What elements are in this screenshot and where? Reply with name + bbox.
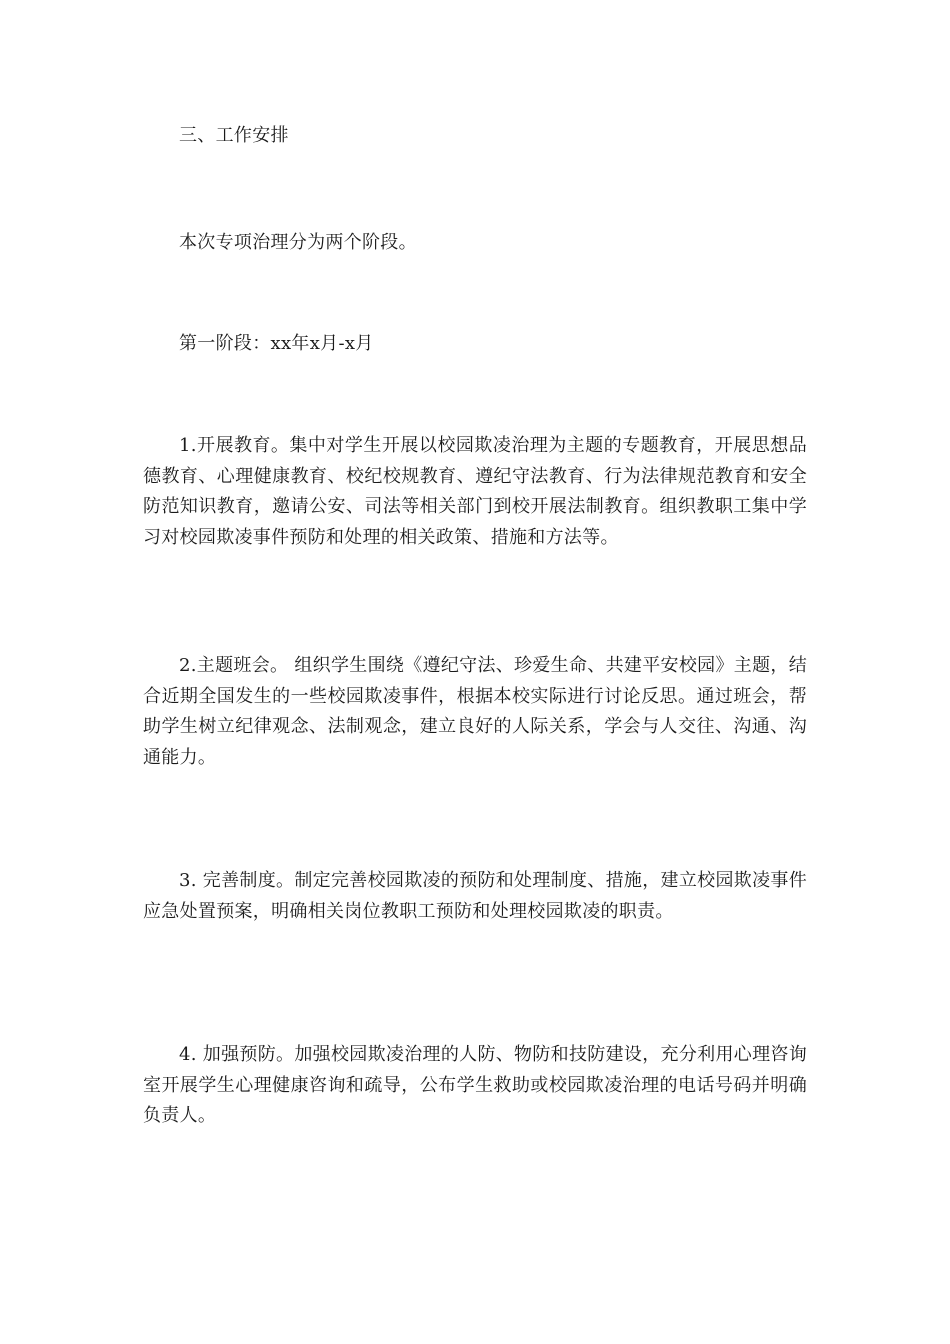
phase-one-paragraph: 第一阶段：xx年x月-x月 (179, 333, 374, 354)
item-prevention-paragraph: 4. 加强预防。加强校园欺凌治理的人防、物防和技防建设，充分利用心理咨询室开展学生心理健康咨询和疏导，公布学生救助或校园欺凌治理的电话号码并明确负责人。 (143, 1044, 807, 1126)
item-class-meeting-paragraph: 2.主题班会。 组织学生围绕《遵纪守法、珍爱生命、共建平安校园》主题，结合近期全国发生的一些校园欺凌事件，根据本校实际进行讨论反思。通过班会，帮助学生树立纪律观念、法制观念，建立良好的人际关系，学会与人交往、沟通、沟通能力。 (143, 655, 807, 768)
item-education-paragraph: 1.开展教育。集中对学生开展以校园欺凌治理为主题的专题教育，开展思想品德教育、心理健康教育、校纪校规教育、遵纪守法教育、行为法律规范教育和安全防范知识教育，邀请公安、司法等相关部门到校开展法制教育。组织教职工集中学习对校园欺凌事件预防和处理的相关政策、措施和方法等。 (143, 435, 807, 548)
item-system-paragraph: 3. 完善制度。制定完善校园欺凌的预防和处理制度、措施，建立校园欺凌事件应急处置预案，明确相关岗位教职工预防和处理校园欺凌的职责。 (143, 870, 807, 922)
section-heading: 三、工作安排 (179, 125, 289, 146)
intro-paragraph: 本次专项治理分为两个阶段。 (179, 232, 417, 253)
